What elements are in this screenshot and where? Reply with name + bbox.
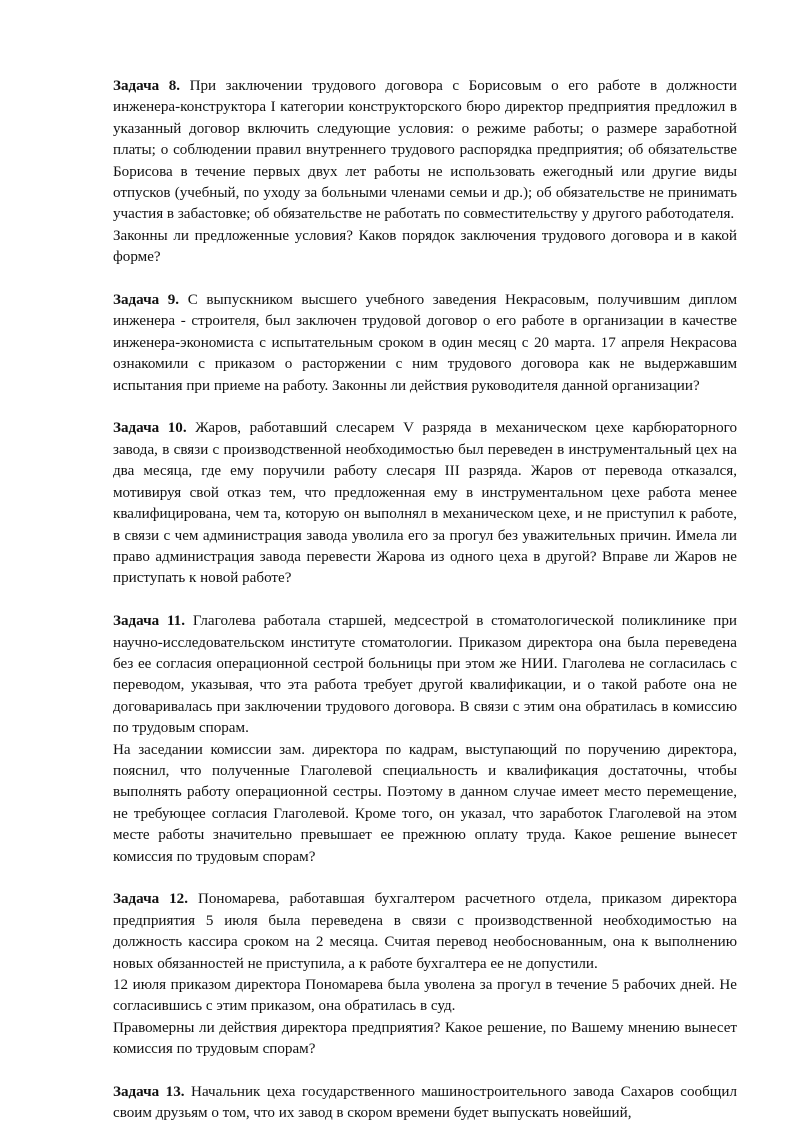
task-11 [113,611,737,868]
task-paragraph [113,740,737,868]
task-paragraph [113,889,737,975]
task-label: Задача 11. [113,613,185,630]
task-8 [113,76,737,269]
task-label: Задача 10. [113,420,187,437]
task-text: Глаголева работала старшей, медсестрой в стоматологической поликлинике при научно-исследовательском институте стоматологии. Приказом директора она была переведена без ее согласия операционной сестрой больницы при этом же НИИ. Глаголева не согласилась с переводом, указывая, что эта работа требует другой квалификации, и о такой работе она не договаривалась при заключении трудового договора. В связи с этим она обратилась в комиссию по трудовым спорам. [113,613,738,737]
task-9 [113,290,737,397]
task-paragraph [113,1082,737,1125]
task-12 [113,889,737,1060]
task-text: Жаров, работавший слесарем V разряда в механическом цехе карбюраторного завода, в связи с производственной необходимостью был переведен в инструментальный цех на два месяца, где ему поручили работу слесаря III разряда. Жаров от перевода отказался, мотивируя свой отказ тем, что предложенная ему в инструментальном цехе работа менее квалифицирована, чем та, которую он выполнял в механическом цехе, и не приступил к работе, в связи с чем администрация завода уволила его за прогул без уважительных причин. Имела ли право администрация завода перевести Жарова из одного цеха в другой? Вправе ли Жаров не приступать к новой работе? [113,420,737,587]
task-text: Пономарева, работавшая бухгалтером расчетного отдела, приказом директора предприятия 5 июля была переведена в связи с производственной необходимостью на должность кассира сроком на 2 месяца. Считая перевод необоснованным, она к выполнению новых обязанностей не приступила, а к работе бухгалтера ее не допустили. [113,891,737,972]
task-paragraph [113,76,737,226]
task-10 [113,418,737,589]
task-question: Правомерны ли действия директора предприятия? Какое решение, по Вашему мнению вынесет комиссия по трудовым спорам? [113,1019,737,1058]
task-paragraph [113,1018,737,1061]
task-text: Начальник цеха государственного машиностроительного завода Сахаров сообщил своим друзьям о том, что их завод в скором времени будет выпускать новейший, [113,1084,737,1122]
task-label: Задача 9. [113,292,180,309]
task-paragraph [113,975,737,1018]
task-13 [113,1082,737,1125]
task-paragraph [113,611,737,739]
task-text: На заседании комиссии зам. директора по кадрам, выступающий по поручению директора, пояснил, что полученные Глаголевой специальность и квалификация достаточны, чтобы выполнять работу операционной сестры. Поэтому в данном случае имеет место перемещение, не требующее согласия Глаголевой. Кроме того, он указал, что заработок Глаголевой на этом месте работы значительно превышает ее прежнюю оплату труда. Какое решение вынесет комиссия по трудовым спорам? [113,741,737,865]
task-question: Законны ли предложенные условия? Каков порядок заключения трудового договора и в какой форме? [113,227,737,266]
task-label: Задача 12. [113,891,188,908]
task-text: При заключении трудового договора с Борисовым о его работе в должности инженера-конструктора I категории конструкторского бюро директор предприятия предложил в указанный договор включить следующие условия: о режиме работы; о размере заработной платы; о соблюдении правил внутреннего трудового распорядка предприятия; об обязательстве Борисова в течение первых двух лет работы не использовать ежегодный или другие виды отпусков (учебный, по уходу за больными членами семьи и др.); об обязательстве не принимать участия в забастовке; об обязательстве не работать по совместительству у другого работодателя. [113,78,737,223]
task-label: Задача 13. [113,1084,185,1101]
task-paragraph [113,226,737,269]
task-label: Задача 8. [113,78,181,94]
task-paragraph [113,418,737,589]
task-paragraph [113,290,737,397]
document-page [113,76,737,1146]
task-text: С выпускником высшего учебного заведения Некрасовым, получившим диплом инженера - строителя, был заключен трудовой договор о его работе в организации в качестве инженера-экономиста с испытательным сроком в один месяц с 20 марта. 17 апреля Некрасова ознакомили с приказом о расторжении с ним трудового договора как не выдержавшим испытания при приеме на работу. Законны ли действия руководителя данной организации? [113,292,737,394]
task-text: 12 июля приказом директора Пономарева была уволена за прогул в течение 5 рабочих дней. Не согласившись с этим приказом, она обратилась в суд. [113,977,737,1015]
